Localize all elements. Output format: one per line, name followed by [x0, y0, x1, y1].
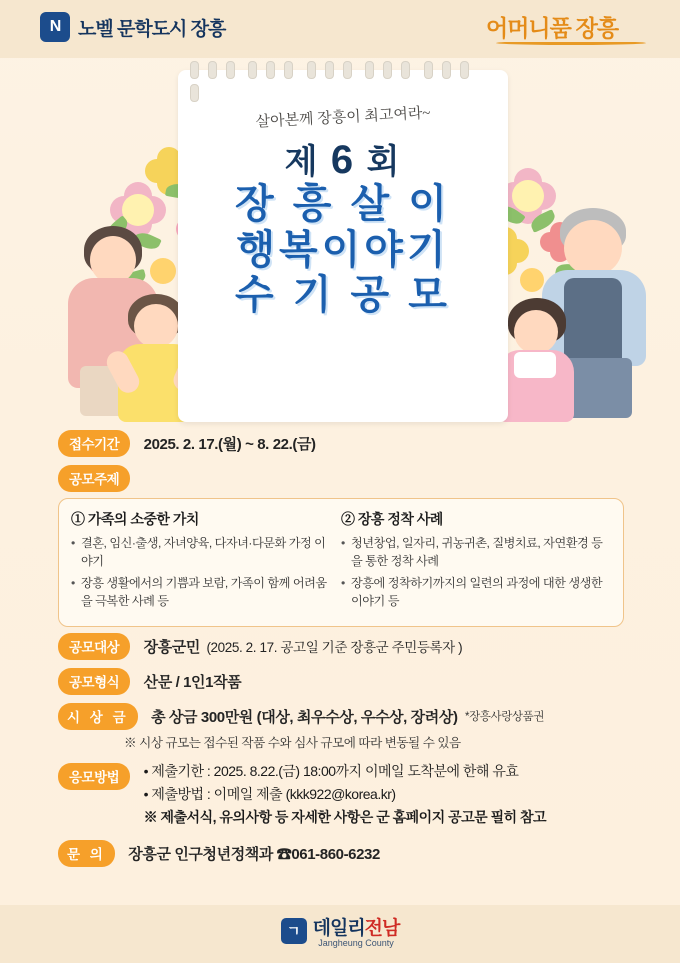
apply-line-2: • 제출방법 : 이메일 제출 (kkk922@korea.kr): [143, 785, 396, 802]
topic-2-item-1: • 청년창업, 일자리, 귀농귀촌, 질병치료, 자연환경 등을 통한 정착 사례: [341, 535, 605, 570]
topic-2-heading: ② 장흥 정착 사례: [341, 511, 443, 527]
topic-column-2: [341, 509, 611, 616]
footer-logo-mark: ㄱ: [281, 918, 307, 944]
info-section: [0, 430, 680, 869]
row-target: [0, 633, 680, 660]
apply-warning: ※ 제출서식, 유의사항 등 자세한 사항은 군 홈페이지 공고문 필히 참고: [143, 808, 547, 825]
hero-title-line-2: 행복이야기: [236, 227, 450, 272]
hero-title-line-3: 수 기 공 모: [235, 273, 451, 318]
target-value: 장흥군민: [143, 638, 200, 656]
edition-prefix: 제: [284, 143, 320, 181]
contact-label: 문 의: [58, 840, 115, 867]
topic-box: [58, 498, 624, 627]
row-period: [0, 430, 680, 457]
apply-lines: [144, 761, 546, 830]
prize-label: 시 상 금: [58, 703, 138, 730]
hero-illustration: [0, 58, 680, 430]
footer-logo-text: [313, 913, 400, 940]
contact-value: 장흥군 인구청년정책과 ☎061-860-6232: [128, 845, 380, 863]
edition-suffix: 회: [366, 143, 402, 181]
edition-number: 6: [330, 138, 356, 182]
notepad-rings: [190, 61, 496, 79]
row-prize: [0, 703, 680, 730]
target-note: (2025. 2. 17. 공고일 기준 장흥군 주민등록자 ): [206, 640, 463, 656]
notepad-card: [178, 70, 508, 422]
prize-sub-note: ※ 시상 규모는 접수된 작품 수와 심사 규모에 따라 변동될 수 있음: [124, 735, 461, 750]
footer-logo-text-block: [313, 913, 400, 948]
topic-column-1: [71, 509, 341, 616]
row-topic-label: [0, 465, 680, 492]
footer-logo-text-2: 전남: [364, 918, 400, 939]
brand-swoosh-decoration: [496, 41, 646, 45]
target-label: 공모대상: [58, 633, 130, 660]
topic-1-heading: ① 가족의 소중한 가치: [71, 511, 199, 527]
footer-logo-subtitle: Jangheung County: [318, 938, 394, 948]
format-label: 공모형식: [58, 668, 130, 695]
hero-handwriting: 살아본께 장흥이 최고여라~: [255, 105, 431, 131]
nobel-city-logo: [40, 12, 225, 42]
period-value: 2025. 2. 17.(월) ~ 8. 22.(금): [143, 436, 316, 453]
row-contact: [0, 840, 680, 867]
topic-1-item-2: • 장흥 생활에서의 기쁨과 보람, 가족이 함께 어려움을 극복한 사례 등: [71, 575, 335, 610]
hero-edition: [178, 134, 508, 183]
hero-title: [178, 182, 508, 319]
footer-bar: [0, 905, 680, 963]
header-bar: [0, 0, 680, 58]
topic-label: 공모주제: [58, 465, 130, 492]
row-apply: [0, 761, 680, 830]
footer-logo-text-1: 데일리: [312, 918, 365, 939]
apply-line-1: • 제출기한 : 2025. 8.22.(금) 18:00까지 이메일 도착분에 한해 유효: [143, 762, 519, 779]
mother-brand-text: 어머니품 장흥: [486, 16, 619, 41]
topic-1-item-1: • 결혼, 임신·출생, 자녀양육, 다자녀·다문화 가정 이야기: [71, 535, 335, 570]
row-format: [0, 668, 680, 695]
format-value: 산문 / 1인1작품: [143, 673, 242, 691]
prize-note: *장흥사랑상품권: [465, 711, 545, 724]
footer-logo: [0, 913, 680, 948]
hero-title-line-1: 장 흥 살 이: [235, 182, 451, 226]
nobel-logo-text: 노벨 문학도시 장흥: [78, 18, 226, 40]
prize-value: 총 상금 300만원 (대상, 최우수상, 우수상, 장려상): [151, 708, 458, 726]
apply-label: 응모방법: [58, 763, 130, 790]
nobel-logo-mark: N: [40, 12, 70, 42]
topic-2-item-2: • 장흥에 정착하기까지의 일련의 과정에 대한 생생한 이야기 등: [341, 575, 605, 610]
mother-brand-logo: [486, 10, 646, 45]
period-label: 접수기간: [58, 430, 130, 457]
